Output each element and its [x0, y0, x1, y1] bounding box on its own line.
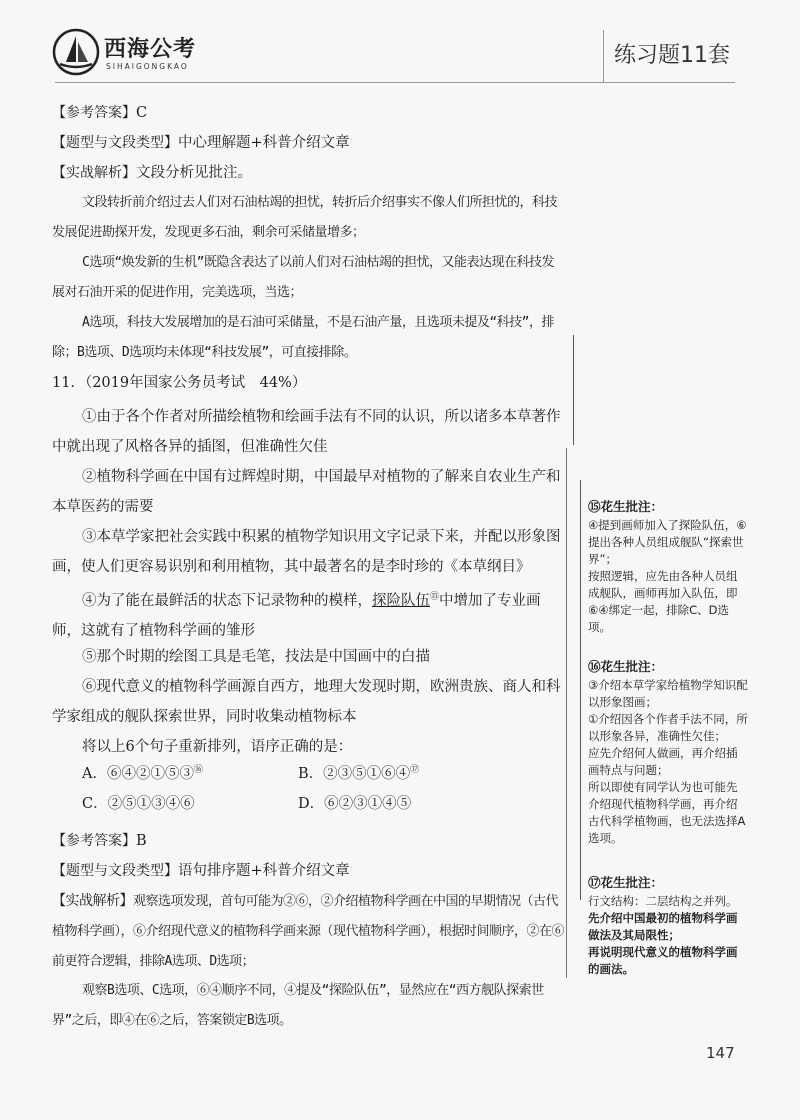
sailboat-logo-icon: [52, 28, 100, 76]
option-a-note-ref: ⑯: [193, 765, 203, 776]
note-15: [588, 498, 748, 636]
set-title: 练习题11套: [614, 43, 730, 68]
note-16: [588, 658, 748, 847]
q11-prompt: 将以上6个句子重新排列，语序正确的是：: [82, 739, 353, 755]
q11-analysis: [52, 886, 564, 977]
q11-sentence-4: [52, 582, 564, 646]
type-value: 语句排序题+科普介绍文章: [178, 863, 350, 879]
brand-name: 西海公考: [104, 37, 197, 62]
note-17-line-2: 先介绍中国最初的植物科学画做法及其局限性；: [588, 911, 738, 942]
option-d[interactable]: D．⑥②③①④⑤: [298, 796, 412, 812]
answer-label: 【参考答案】: [52, 833, 136, 849]
q11-sentence-5: ⑤那个时期的绘图工具是毛笔，技法是中国画中的白描: [82, 649, 430, 665]
type-label: 【题型与文段类型】: [52, 863, 178, 879]
header-divider: [55, 82, 735, 83]
brand-logo: [52, 26, 262, 82]
note-17-line-1: 行文结构：二层结构之并列。: [588, 894, 738, 908]
analysis-value: 文段分析见批注。: [136, 165, 252, 181]
q10-type: [52, 128, 564, 158]
note-16-line-3: 应先介绍何人做画，再介绍插画特点与问题；: [588, 746, 738, 777]
q11-answer: [52, 826, 564, 856]
margin-mark: [580, 480, 581, 900]
s4-post: 中增加了专业画师，这就有了植物科学画的雏形: [52, 592, 541, 639]
q11-sentence-3: ③本草学家把社会实践中积累的植物学知识用文字记录下来，并配以形象图画，使人们更容易识别和利用植物，其中最著名的是李时珍的《本草纲目》: [52, 529, 561, 575]
analysis-value: 观察选项发现，首句可能为②⑥，②介绍植物科学画在中国的早期情况（古代植物科学画），⑥介绍现代意义的植物科学画来源（现代植物科学画），根据时间顺序，②在⑥前更符合逻辑，排除A选项、D选项；: [52, 894, 565, 969]
s4-marked-phrase: 探险队伍: [372, 592, 430, 609]
note-15-line-1: ④提到画师加入了探险队伍，⑥提出各种人员组成舰队“探索世界”；: [588, 518, 747, 566]
option-b[interactable]: B．②③⑤①⑥④⑰: [298, 765, 420, 782]
q10-para-2: C选项“焕发新的生机”既隐含表达了以前人们对石油枯竭的担忧，又能表达现在科技发展对石油开采的促进作用，完美选项，当选；: [52, 255, 554, 300]
q11-sentence-1: ①由于各个作者对所描绘植物和绘画手法有不同的认识，所以诸多本草著作中就出现了风格各异的插图，但准确性欠佳: [52, 409, 561, 455]
s4-pre: ④为了能在最鲜活的状态下记录物种的模样，: [82, 592, 372, 609]
q10-answer: [52, 98, 564, 128]
notes-divider: [566, 448, 567, 978]
q10-para-1: 文段转折前介绍过去人们对石油枯竭的担忧，转折后介绍事实不像人们所担忧的，科技发展促进勘探开发，发现更多石油，剩余可采储量增多；: [52, 195, 558, 240]
answer-value: C: [136, 105, 148, 121]
note-16-line-4: 所以即使有同学认为也可能先介绍现代植物科学画，再介绍古代科学植物画，也无法选择A选项。: [588, 780, 746, 845]
q11-analysis-2: 观察B选项、C选项，⑥④顺序不同，④提及“探险队伍”，显然应在“西方舰队探索世界”之后，即④在⑥之后，答案锁定B选项。: [52, 983, 544, 1028]
note-15-line-2: 按照逻辑，应先由各种人员组成舰队，画师再加入队伍，即⑥④绑定一起，排除C、D选项。: [588, 569, 738, 634]
page-number: 147: [706, 1044, 735, 1062]
note-17-title: ⑰花生批注：: [588, 875, 664, 890]
type-value: 中心理解题+科普介绍文章: [178, 135, 350, 151]
answer-label: 【参考答案】: [52, 105, 136, 121]
q11-type: [52, 856, 564, 886]
q10-para-3: A选项，科技大发展增加的是石油可采储量，不是石油产量，且选项未提及“科技”，排除；B选项、D选项均未体现“科技发展”，可直接排除。: [52, 315, 554, 360]
q11-sentence-6: ⑥现代意义的植物科学画源自西方，地理大发现时期，欧洲贵族、商人和科学家组成的舰队探索世界，同时收集动植物标本: [52, 679, 561, 725]
answer-value: B: [136, 833, 147, 849]
note-16-line-2: ①介绍因各个作者手法不同，所以形象各异，准确性欠佳；: [588, 712, 748, 743]
note-17-line-3: 再说明现代意义的植物科学画的画法。: [588, 945, 738, 976]
q11-sentence-2: ②植物科学画在中国有过辉煌时期，中国最早对植物的了解来自农业生产和本草医药的需要: [52, 469, 561, 515]
option-b-note-ref: ⑰: [410, 765, 420, 776]
note-17: [588, 874, 748, 978]
analysis-label: 【实战解析】: [52, 165, 136, 181]
brand-subtitle: SIHAIGONGKAO: [106, 62, 189, 71]
s4-note-ref: ⑮: [430, 592, 440, 602]
header-divider-vertical: [603, 30, 604, 82]
option-a[interactable]: A．⑥④②①⑤③⑯: [82, 765, 203, 782]
analysis-label: 【实战解析】: [52, 893, 133, 909]
note-16-title: ⑯花生批注：: [588, 659, 664, 674]
note-16-line-1: ③介绍本草学家给植物学知识配以形象图画；: [588, 678, 748, 709]
option-c[interactable]: C．②⑤①③④⑥: [82, 796, 195, 812]
note-15-title: ⑮花生批注：: [588, 499, 664, 514]
q10-analysis-head: [52, 158, 564, 188]
q11-title: 11．（2019年国家公务员考试 44%）: [52, 375, 307, 391]
type-label: 【题型与文段类型】: [52, 135, 178, 151]
margin-mark: [573, 335, 574, 445]
